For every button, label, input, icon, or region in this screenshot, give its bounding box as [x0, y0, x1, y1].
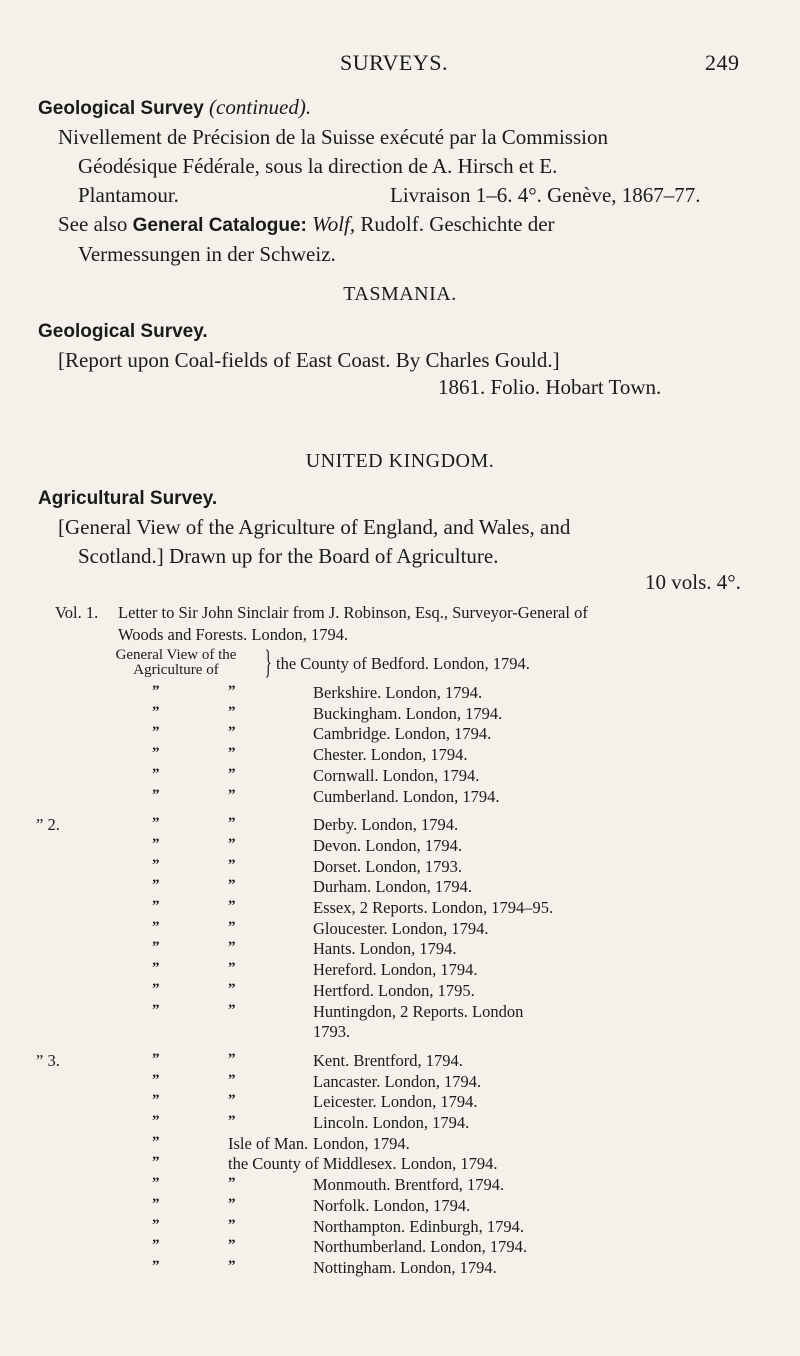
county-entry: Hants. London, 1794. — [313, 939, 457, 959]
entry-line: [General View of the Agriculture of England, and Wales, and — [58, 515, 571, 539]
see-also-prefix: See also — [58, 212, 128, 236]
section-heading — [38, 93, 778, 123]
entry-line: [Report upon Coal-fields of East Coast. By Charles Gould.] — [58, 348, 560, 372]
ditto-mark: ” — [152, 786, 160, 803]
county-entry: Devon. London, 1794. — [313, 835, 462, 855]
county-entry: Lincoln. London, 1794. — [313, 1113, 470, 1132]
ditto-mark: ” — [228, 786, 236, 803]
ditto-mark: ” — [152, 815, 160, 832]
ditto-mark: ” — [152, 765, 160, 782]
entry-volumes: 10 vols. 4°. — [645, 570, 741, 594]
entry-line — [38, 181, 778, 210]
ditto-mark: ” — [228, 898, 236, 914]
ditto-mark: ” — [152, 1257, 160, 1274]
county-entry: Norfolk. London, 1794. — [313, 1195, 471, 1215]
see-also-catalogue: General Catalogue: — [132, 215, 307, 236]
ditto-mark: ” — [152, 1154, 160, 1171]
county-entry: Northampton. Edinburgh, 1794. — [313, 1216, 524, 1236]
heading-text: Geological Survey — [38, 98, 204, 119]
ditto-mark: ” — [152, 745, 160, 762]
ditto-mark: ” — [228, 835, 236, 852]
country-heading-uk: UNITED KINGDOM. — [305, 450, 495, 472]
county-entry: Cornwall. London, 1794. — [313, 765, 480, 785]
general-view-label — [80, 644, 272, 681]
county-entry: Hertford. London, 1795. — [313, 980, 475, 1000]
county-entry: Monmouth. Brentford, 1794. — [313, 1175, 505, 1195]
volume-label-1: Vol. 1. — [55, 603, 99, 622]
ditto-mark: ” — [152, 1133, 160, 1150]
ditto-mark: ” — [228, 765, 236, 782]
ditto-mark: ” — [152, 1175, 160, 1192]
see-also-line: Vermessungen in der Schweiz. — [78, 242, 336, 266]
ditto-mark: ” — [228, 815, 236, 832]
ditto-mark: ” — [228, 1195, 236, 1212]
county-entry: Berkshire. London, 1794. — [313, 683, 483, 702]
county-entry: Buckingham. London, 1794. — [313, 703, 503, 723]
county-entry: Nottingham. London, 1794. — [313, 1257, 497, 1277]
ditto-mark: ” — [152, 939, 160, 956]
general-view-line: General View of the — [115, 647, 237, 663]
ditto-mark: ” — [152, 918, 160, 935]
ditto-mark: ” — [228, 1237, 236, 1254]
vol1-letter-line: Letter to Sir John Sinclair from J. Robinson, Esq., Surveyor-General of — [118, 603, 588, 622]
tasmania-section — [38, 317, 778, 375]
ditto-mark: ” — [228, 1175, 236, 1192]
general-view-line: Agriculture of — [133, 662, 219, 678]
heading-continued: (continued). — [209, 95, 312, 119]
ditto-mark: ” — [152, 1237, 160, 1254]
ditto-mark: ” — [152, 1050, 160, 1067]
county-entry: Northumberland. London, 1794. — [313, 1237, 528, 1257]
ditto-mark: ” — [152, 980, 160, 997]
see-also-author: Wolf, — [312, 212, 356, 236]
county-entry: Leicester. London, 1794. — [313, 1092, 478, 1112]
ditto-mark: ” — [228, 1001, 236, 1018]
ditto-mark: ” — [228, 1092, 236, 1109]
see-also-line — [38, 210, 778, 240]
volume-label-3: ” 3. — [36, 1050, 60, 1070]
county-entry-continued: 1793. — [313, 1022, 351, 1042]
see-also-rest: Rudolf. Geschichte der — [360, 212, 555, 236]
ditto-mark: ” — [152, 1216, 160, 1233]
ditto-mark: ” — [228, 745, 236, 762]
vol1-letter-line: Woods and Forests. London, 1794. — [118, 625, 349, 644]
ditto-mark: ” — [228, 1216, 236, 1233]
ditto-mark: ” — [152, 683, 160, 699]
county-entry: the County of Middlesex. London, 1794. — [228, 1154, 498, 1174]
ditto-mark: ” — [152, 1092, 160, 1109]
ditto-mark: ” — [228, 1050, 236, 1067]
county-entry: Kent. Brentford, 1794. — [313, 1050, 463, 1070]
running-header-title: SURVEYS. — [340, 50, 448, 75]
entry-line: Nivellement de Précision de la Suisse exécuté par la Commission — [58, 125, 608, 149]
county-entry: Chester. London, 1794. — [313, 745, 468, 765]
section-heading: Geological Survey. — [38, 321, 208, 342]
ditto-mark: ” — [152, 1001, 160, 1018]
uk-section — [38, 484, 788, 571]
entry-line: Géodésique Fédérale, sous la direction de A. Hirsch et E. — [78, 154, 558, 178]
brace-glyph: } — [264, 644, 272, 681]
ditto-mark: ” — [228, 980, 236, 997]
page-number: 249 — [705, 50, 740, 75]
ditto-mark: ” — [228, 877, 236, 894]
county-entry: Cambridge. London, 1794. — [313, 724, 492, 744]
ditto-mark: ” — [228, 683, 236, 699]
ditto-mark: ” — [152, 960, 160, 977]
county-entry: Hereford. London, 1794. — [313, 960, 478, 980]
ditto-mark: ” — [152, 898, 160, 914]
ditto-mark: ” — [228, 856, 236, 873]
ditto-mark: ” — [228, 960, 236, 977]
entry-imprint: Livraison 1–6. 4°. Genève, 1867–77. — [390, 183, 701, 207]
county-entry: London, 1794. — [313, 1133, 410, 1153]
entry-imprint: 1861. Folio. Hobart Town. — [438, 375, 662, 399]
county-entry: Cumberland. London, 1794. — [313, 786, 500, 806]
county-entry: Dorset. London, 1793. — [313, 856, 462, 876]
county-entry: Gloucester. London, 1794. — [313, 918, 489, 938]
ditto-mark: ” — [152, 1071, 160, 1088]
entry-line: Scotland.] Drawn up for the Board of Agriculture. — [78, 544, 499, 568]
ditto-mark: ” — [152, 1113, 160, 1129]
county-entry: Essex, 2 Reports. London, 1794–95. — [313, 898, 554, 917]
country-heading-tasmania: TASMANIA. — [343, 283, 457, 305]
ditto-mark: ” — [228, 939, 236, 956]
ditto-mark: ” — [228, 1257, 236, 1274]
section-heading: Agricultural Survey. — [38, 488, 218, 509]
ditto-mark: ” — [228, 918, 236, 935]
ditto-mark: ” — [152, 703, 160, 720]
switzerland-section — [38, 93, 778, 269]
county-entry: Huntingdon, 2 Reports. London — [313, 1001, 524, 1021]
ditto-mark: ” — [152, 1195, 160, 1212]
county-entry: Durham. London, 1794. — [313, 877, 473, 897]
county-entry: the County of Bedford. London, 1794. — [276, 654, 530, 673]
ditto-mark: ” — [152, 877, 160, 894]
ditto-mark: ” — [152, 835, 160, 852]
county-entry-label: Isle of Man. — [228, 1133, 309, 1153]
volume-label-2: ” 2. — [36, 815, 60, 835]
ditto-mark: ” — [152, 724, 160, 741]
ditto-mark: ” — [228, 1113, 236, 1129]
entry-author: Plantamour. — [78, 183, 179, 207]
ditto-mark: ” — [228, 724, 236, 741]
ditto-mark: ” — [228, 703, 236, 720]
ditto-mark: ” — [152, 856, 160, 873]
ditto-mark: ” — [228, 1071, 236, 1088]
county-entry: Lancaster. London, 1794. — [313, 1071, 482, 1091]
county-entry: Derby. London, 1794. — [313, 815, 459, 835]
